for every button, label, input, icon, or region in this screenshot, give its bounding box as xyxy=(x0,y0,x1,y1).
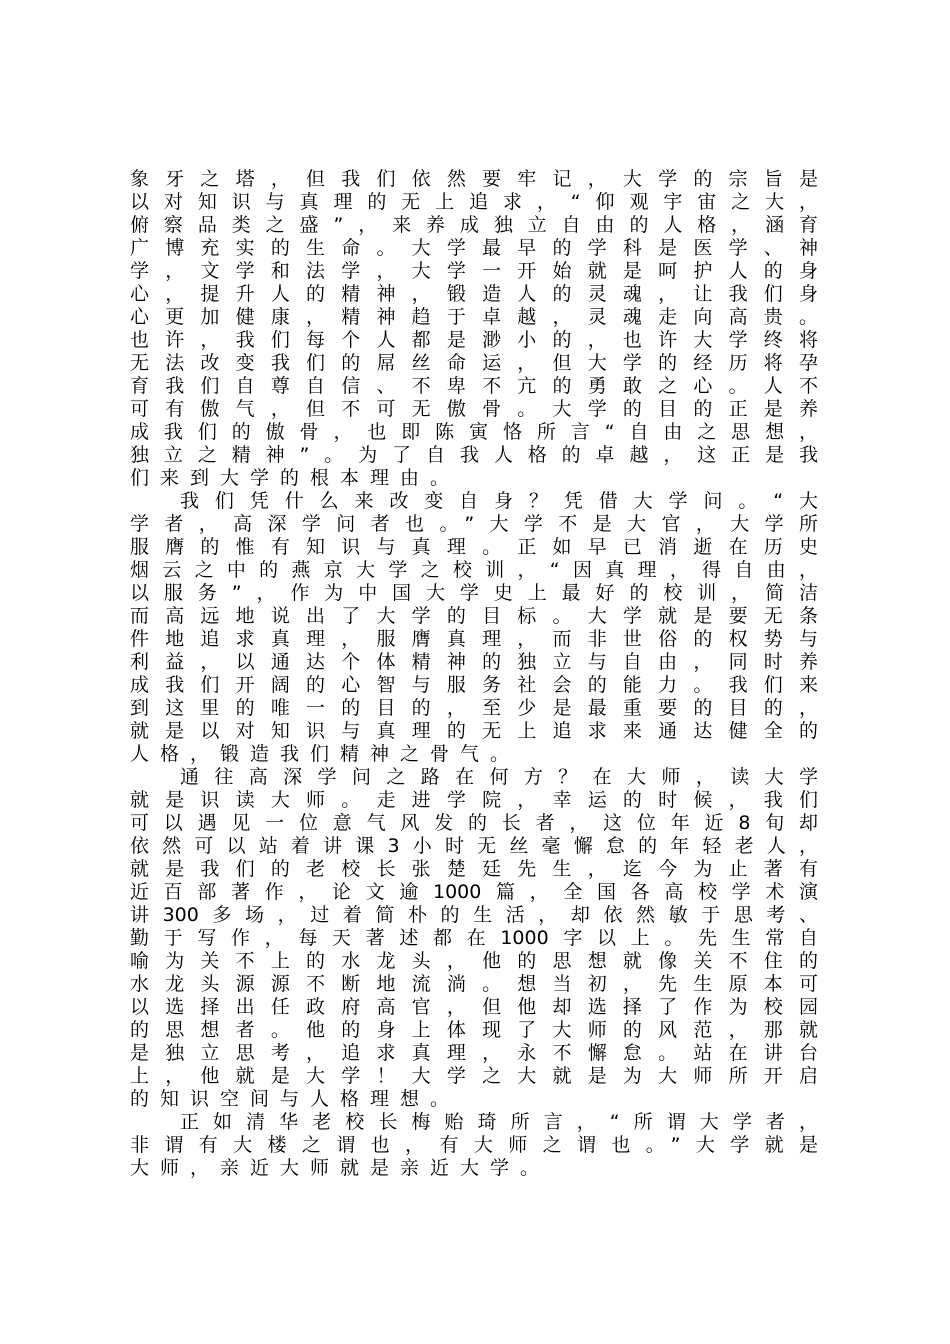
text-line: 以对知识与真理的无上追求，“仰观宇宙之大， xyxy=(130,191,818,213)
text-line: 利益，以通达个体精神的独立与自由，同时养 xyxy=(130,651,818,673)
text-line: 烟云之中的燕京大学之校训，“因真理，得自由， xyxy=(130,559,818,581)
text-line: 心，提升人的精神，锻造人的灵魂，让我们身 xyxy=(130,283,818,305)
text-line: 非谓有大楼之谓也，有大师之谓也。”大学就是 xyxy=(130,1134,818,1156)
text-line: 依然可以站着讲课3小时无丝毫懈怠的年轻老人， xyxy=(130,835,818,857)
text-line: 件地追求真理，服膺真理，而非世俗的权势与 xyxy=(130,628,818,650)
paragraph-start-line: 我们凭什么来改变自身？凭借大学问。“大 xyxy=(180,490,818,512)
text-line: 而高远地说出了大学的目标。大学就是要无条 xyxy=(130,605,818,627)
text-line: 人格，锻造我们精神之骨气。 xyxy=(130,743,521,765)
paragraph-start-line: 通往高深学问之路在何方？在大师，读大学 xyxy=(180,766,818,788)
body-text xyxy=(130,168,818,1180)
text-line: 以选择出任政府高官，但他却选择了作为校园 xyxy=(130,996,818,1018)
text-line: 以服务”，作为中国大学史上最好的校训，简洁 xyxy=(130,582,818,604)
text-line: 广博充实的生命。大学最早的学科是医学、神 xyxy=(130,237,818,259)
text-line: 就是我们的老校长张楚廷先生，迄今为止著有 xyxy=(130,858,818,880)
text-line: 大师，亲近大师就是亲近大学。 xyxy=(130,1157,551,1179)
text-line: 服膺的惟有知识与真理。正如早已消逝在历史 xyxy=(130,536,818,558)
text-line: 就是识读大师。走进学院，幸运的时候，我们 xyxy=(130,789,818,811)
text-line: 独立之精神”。为了自我人格的卓越，这正是我 xyxy=(130,444,818,466)
text-line: 的思想者。他的身上体现了大师的风范，那就 xyxy=(130,1019,818,1041)
text-line: 可以遇见一位意气风发的长者，这位年近8旬却 xyxy=(130,812,818,834)
text-line: 学，文学和法学，大学一开始就是呵护人的身 xyxy=(130,260,818,282)
text-line: 就是以对知识与真理的无上追求来通达健全的 xyxy=(130,720,818,742)
text-line: 也许，我们每个人都是渺小的，也许大学终将 xyxy=(130,329,818,351)
text-line: 到这里的唯一的目的，至少是最重要的目的， xyxy=(130,697,818,719)
text-line: 们来到大学的根本理由。 xyxy=(130,467,461,489)
text-line: 勤于写作，每天著述都在1000字以上。先生常自 xyxy=(130,927,818,949)
text-line: 上，他就是大学！大学之大就是为大师所开启 xyxy=(130,1065,818,1087)
text-line: 心更加健康，精神趋于卓越，灵魂走向高贵。 xyxy=(130,306,818,328)
paragraph-start-line: 正如清华老校长梅贻琦所言，“所谓大学者， xyxy=(180,1111,818,1133)
text-line: 讲300多场，过着简朴的生活，却依然敏于思考、 xyxy=(130,904,818,926)
text-line: 成我们的傲骨，也即陈寅恪所言“自由之思想， xyxy=(130,421,818,443)
text-line: 的知识空间与人格理想。 xyxy=(130,1088,461,1110)
text-line: 无法改变我们的屌丝命运，但大学的经历将孕 xyxy=(130,352,818,374)
text-line: 成我们开阔的心智与服务社会的能力。我们来 xyxy=(130,674,818,696)
text-line: 喻为关不上的水龙头，他的思想就像关不住的 xyxy=(130,950,818,972)
text-line: 可有傲气，但不可无傲骨。大学的目的正是养 xyxy=(130,398,818,420)
text-line: 是独立思考，追求真理，永不懈怠。站在讲台 xyxy=(130,1042,818,1064)
text-line: 育我们自尊自信、不卑不亢的勇敢之心。人不 xyxy=(130,375,818,397)
text-line: 学者，高深学问者也。”大学不是大官，大学所 xyxy=(130,513,818,535)
text-line: 近百部著作，论文逾1000篇，全国各高校学术演 xyxy=(130,881,818,903)
text-line: 俯察品类之盛”，来养成独立自由的人格，涵育 xyxy=(130,214,818,236)
text-line: 水龙头源源不断地流淌。想当初，先生原本可 xyxy=(130,973,818,995)
text-line: 象牙之塔，但我们依然要牢记，大学的宗旨是 xyxy=(130,168,818,190)
